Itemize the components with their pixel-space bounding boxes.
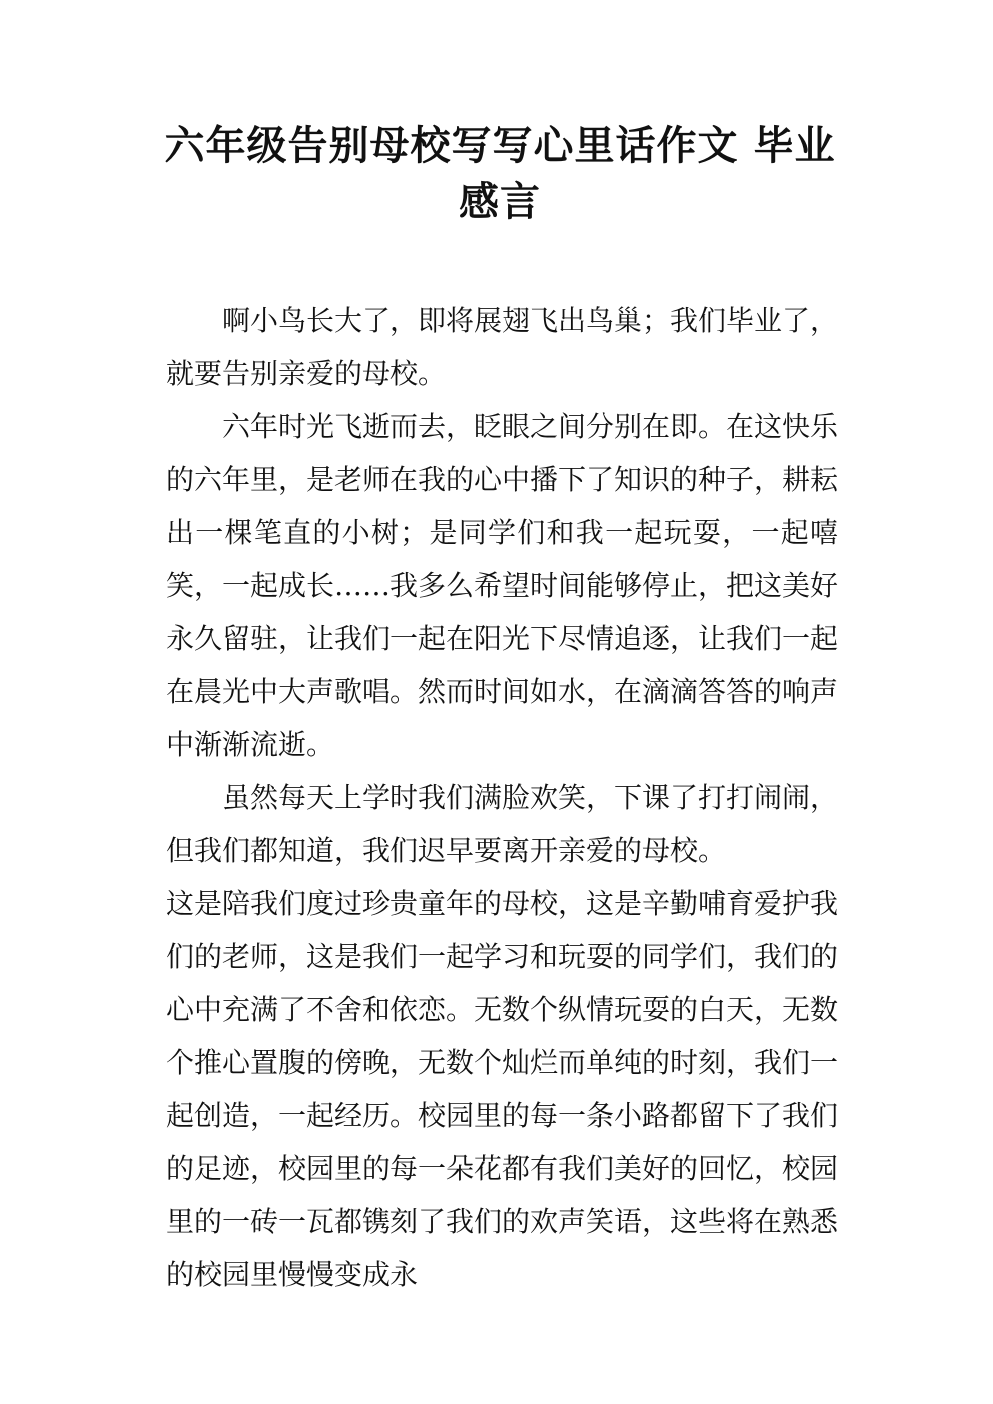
document-title [160,118,840,230]
paragraph-4: 这是陪我们度过珍贵童年的母校，这是辛勤哺育爱护我们的老师，这是我们一起学习和玩耍的同学们，我们的心中充满了不舍和依恋。无数个纵情玩耍的白天，无数个推心置腹的傍晚，无数个灿烂而单纯的时刻，我们一起创造，一起经历。校园里的每一条小路都留下了我们的足迹，校园里的每一朵花都有我们美好的回忆，校园里的一砖一瓦都镌刻了我们的欢声笑语，这些将在熟悉的校园里慢慢变成永 [166,887,839,1291]
title-line-2: 感言 [459,179,541,225]
document-body [166,294,838,1301]
paragraph-1: 啊小鸟长大了，即将展翅飞出鸟巢；我们毕业了，就要告别亲爱的母校。 [166,304,839,390]
title-line-1: 六年级告别母校写写心里话作文 毕业 [164,123,836,169]
paragraph-2: 六年时光飞逝而去，眨眼之间分别在即。在这快乐的六年里，是老师在我的心中播下了知识的种子，耕耘出一棵笔直的小树；是同学们和我一起玩耍，一起嘻笑，一起成长……我多么希望时间能够停止，把这美好永久留驻，让我们一起在阳光下尽情追逐，让我们一起在晨光中大声歌唱。然而时间如水，在滴滴答答的响声中渐渐流逝。 [166,410,839,761]
paragraph-3: 虽然每天上学时我们满脸欢笑，下课了打打闹闹，但我们都知道，我们迟早要离开亲爱的母校。 [166,781,839,867]
